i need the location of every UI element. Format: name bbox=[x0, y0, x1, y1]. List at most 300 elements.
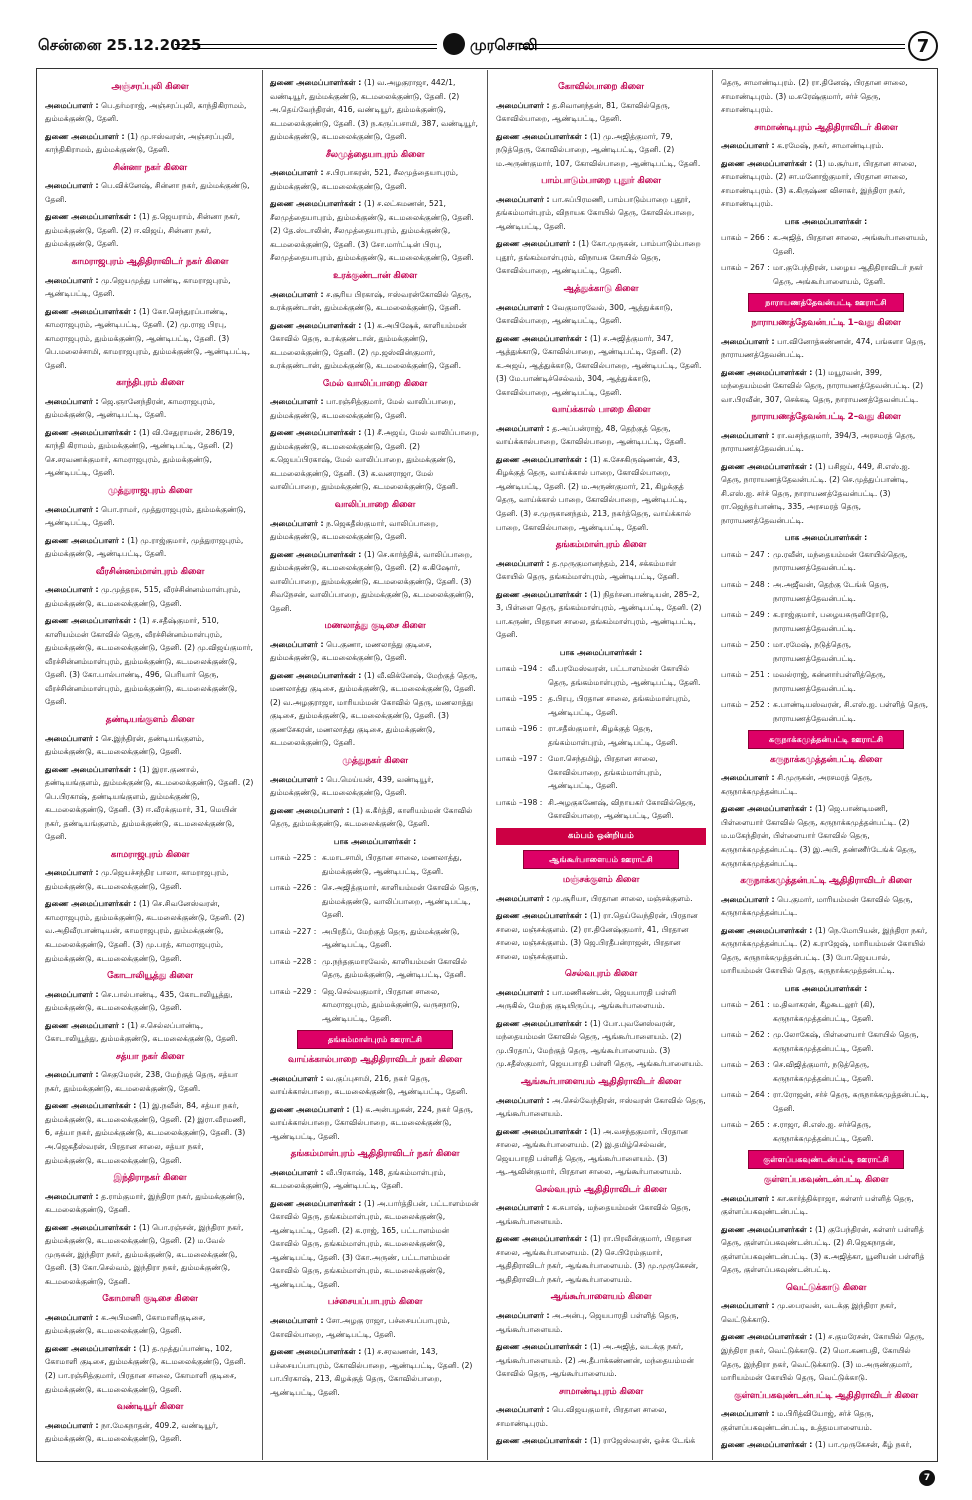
organiser-entry bbox=[270, 804, 480, 831]
role-label: அமைப்பாளர் : bbox=[496, 194, 553, 204]
ward-number: பாகம் – 252 : bbox=[721, 700, 770, 710]
organiser-entry bbox=[270, 1166, 480, 1193]
organiser-details: த.முருகுமானந்தம், 214, சக்கம்மாள் கோயில் தெரு, தங்கம்மாள்புரம், ஆண்டிபட்டி, தேனி. bbox=[496, 558, 680, 582]
role-label: துணை அமைப்பாளர்கள் : bbox=[270, 670, 364, 680]
role-label: அமைப்பாளர் : bbox=[496, 100, 553, 110]
ward-organiser: அ.அஜீவன், தெற்கு டேங்க் தெரு, நாராயணத்தேவன்பட்டி. bbox=[773, 580, 889, 603]
branch-heading: இந்திராநகர் கிளை bbox=[113, 1173, 187, 1184]
organiser-details: (1) மயூரவன், 399, மந்தையம்மன் கோவில் தெரு, நாராயணத்தேவன்பட்டி. (2) வா.பிரவீன், 307, செக்கடி தெரு, நாராயணத்தேவன்பட்டி. bbox=[721, 367, 924, 404]
organiser-entry bbox=[270, 395, 480, 422]
organiser-details: மு.சூரியா, பிரதான சாலை, மஞ்சக்குளம். bbox=[552, 893, 693, 903]
ward-entry bbox=[721, 578, 931, 605]
role-label: அமைப்பாளர் : bbox=[270, 1073, 327, 1083]
branch-heading: ஆங்கூர்பாளையம் ஆதிதிராவிடர் கிளை bbox=[520, 1076, 682, 1087]
organiser-entry bbox=[270, 1072, 480, 1099]
organiser-details: (1) பொ.ரஞ்சன், இந்திரா நகர், தும்மக்குண்டு, கடமலைக்குண்டு, தேனி. (2) ம.வேல் முருகன், இந்திரா நகர், தும்மக்குண்டு, கடமலைக்குண்டு, தேனி. (3) கோ.செல்வம், இந்திரா நகர், தும்மக்குண்டு, கடமலைக்குண்டு, தேனி. bbox=[45, 1222, 244, 1286]
ward-organiser: சி.அழகுகணேஷ், விநாயகர் கோவில்தெரு, கோவில்பாறை, ஆண்டிபட்டி, தேனி. bbox=[548, 797, 696, 821]
role-label: துணை அமைப்பாளர்கள் : bbox=[45, 427, 139, 437]
organiser-details: த.அப்பன்ராஜ், 48, தெற்குத் தெரு, வாய்க்கால்பாறை, கோவில்பாறை, ஆண்டிபட்டி, தேனி. bbox=[496, 423, 687, 447]
header-rule-left bbox=[175, 44, 437, 49]
branch-heading: செல்வபுரம் கிளை bbox=[564, 969, 638, 980]
organiser-details: (1) மு.ஈஸ்வரன், அஞ்சரப்புலி, காந்திகிராமம், தும்மக்குண்டு, தேனி. bbox=[45, 131, 235, 155]
ward-number: பாகம் – 262 : bbox=[721, 1030, 770, 1040]
organiser-entry bbox=[270, 319, 480, 373]
organiser-entry bbox=[721, 366, 931, 407]
panchayat-badge: தங்கம்மாள்புரம் ஊராட்சி bbox=[297, 1030, 452, 1049]
ward-number: பாகம் –225 : bbox=[270, 853, 317, 863]
organiser-details: மு.முத்தரசு, 515, வீரச்சின்னம்மாள்புரம், தும்மக்குண்டு, கடமலைக்குண்டு, தேனி. bbox=[45, 585, 241, 608]
organiser-entry bbox=[270, 517, 480, 544]
branch-heading: மஞ்சக்குளம் கிளை bbox=[562, 874, 640, 885]
organiser-details: சி.முருகன், அரசமரத் தெரு, கருநாக்கமுத்தன்பட்டி. bbox=[721, 773, 873, 796]
role-label: அமைப்பாளர் : bbox=[496, 1095, 553, 1105]
organiser-details: (1) இ.நவீன், 84, சத்யா நகர், தும்மக்குண்டு, கடமலைக்குண்டு, தேனி. (2) இரா.வீரமணி, 6, சத்யா நகர், தும்மக்குண்டு, கடமலைக்குண்டு, தேனி. (3) அ.ஜெகதீஸ்வரன், பிரதான சாலை, சத்யா நகர், தும்மக்குண்டு, கடமலைக்குண்டு, தேனி. bbox=[45, 1101, 247, 1165]
organiser-entry bbox=[721, 1299, 931, 1326]
role-label: அமைப்பாளர் : bbox=[45, 275, 102, 285]
organiser-details: ச.சூரிய பிரகாஷ், ஈஸ்வரன்கோவில் தெரு, உரக்குண்டான், தும்மக்குண்டு, கடமலைக்குண்டு, தேனி. bbox=[270, 289, 472, 313]
role-label: அமைப்பாளர் : bbox=[496, 423, 553, 433]
organiser-entry bbox=[270, 773, 480, 800]
ward-number: பாகம் –228 : bbox=[270, 956, 317, 966]
role-label: துணை அமைப்பாளர் : bbox=[45, 131, 128, 141]
organiser-details: க.அபிமணி, கோமாளிகுடிசை, தும்மக்குண்டு, கடமலைக்குண்டு, தேனி. bbox=[45, 1312, 206, 1336]
organiser-details: சோ.அழகு ராஜா, பச்சையப்பாபுரம், கோவில்பாறை, ஆண்டிபட்டி, தேனி. bbox=[270, 1316, 450, 1339]
panchayat-badge: கருநாக்கமுத்தன்பட்டி ஊராட்சி bbox=[748, 730, 903, 749]
column-1 bbox=[37, 70, 261, 1460]
role-label: துணை அமைப்பாளர்கள் : bbox=[270, 549, 364, 559]
ward-organiser: மு.ரவீன், மந்தையம்மன் கோயில்தெரு, நாராயணத்தேவன்பட்டி. bbox=[773, 549, 908, 573]
organiser-entry bbox=[45, 1190, 255, 1217]
role-label: அமைப்பாளர் : bbox=[270, 397, 327, 407]
organiser-entry bbox=[45, 534, 255, 561]
column-4 bbox=[713, 70, 937, 1460]
panchayat-badge: குள்ளப்பகவுண்டன்பட்டி ஊராட்சி bbox=[748, 1150, 903, 1169]
branch-heading: வாலிப்பாறை கிளை bbox=[334, 499, 416, 510]
organiser-entry bbox=[45, 130, 255, 157]
ward-number: பாகம் – 248 : bbox=[721, 580, 770, 589]
branch-heading: ஆத்துக்காடு கிளை bbox=[563, 283, 639, 294]
organiser-details: (1) க.அபிஷேக், காளியம்மன் கோவில் தெரு, உரக்குண்டான், தும்மக்குண்டு, கடமலைக்குண்டு, தேனி. (2) மு.ஜஸ்வின்குமார், உரக்குண்டான், தும்மக்குண்டு, கடமலைக்குண்டு, தேனி. bbox=[270, 320, 467, 371]
organiser-details: (1) கோ.செந்துரப்பாண்டி, காமராஜபுரம், ஆண்டிபட்டி, தேனி. (2) மு.ராஜ பிரபு, காமராஜபுரம், தும்மக்குண்டு, ஆண்டிபட்டி, தேனி. (3) பெ.மலைச்சாமி, காமராஜபுரம், தும்மக்குண்டு, ஆண்டிபட்டி, தேனி. bbox=[45, 306, 251, 370]
organiser-entry bbox=[721, 1192, 931, 1219]
role-label: அமைப்பாளர் : bbox=[270, 1316, 327, 1326]
organiser-details: (1) வி.சேதுராமன், 286/19, காந்தி கிராமம், தும்மக்குண்டு, ஆண்டிபட்டி, தேனி. (2) செ.சரவணக்குமார், காமராஜபுரம், தும்மக்குண்டு, ஆண்டிபட்டி, தேனி. bbox=[45, 427, 235, 478]
organiser-details: பெ.விஜயகுமார், பிரதான சாலை, சாமாண்டிபுரம். bbox=[496, 1405, 667, 1428]
organiser-details: (1) அ.வசந்தகுமார், பிரதான சாலை, ஆங்கூர்பாளையம். (2) இ.தமிழ்செல்வன், ஜெயபாரதி பள்ளித் தெரு, ஆங்கூர்பாளையம். (3) ஆ.ஆவின்குமார், பிரதான சாலை, ஆங்கூர்பாளையம். bbox=[496, 1126, 688, 1177]
ward-number: பாகம் –229 : bbox=[270, 986, 317, 996]
role-label: அமைப்பாளர் : bbox=[270, 168, 327, 178]
ward-organiser: ம.திவாகரன், கீழகூடலூர் (கி), கருநாக்கமுத்தன்பட்டி, தேனி. bbox=[773, 1000, 875, 1023]
ward-organiser: த.பிரபு, பிரதான சாலை, தங்கம்மாள்புரம், ஆண்டிபட்டி, தேனி. bbox=[548, 694, 691, 717]
panchayat-badge: நாராயணத்தேவன்பட்டி ஊராட்சி bbox=[748, 293, 903, 312]
organiser-details: (1) ச.லட்சுமணன், 521, சீலமுத்தையாபுரம், தும்மக்குண்டு, கடமலைக்குண்டு, தேனி. (2) தே.ஸ்டாலின், சீலமுத்தையாபுரம், தும்மக்குண்டு, கடமலைக்குண்டு, தேனி. (3) சோ.மார்ட்டின் பிரபு, சீலமுத்தையாபுரம், தும்மக்குண்டு, கடமலைக்குண்டு, தேனி. bbox=[270, 199, 474, 263]
organiser-entry bbox=[270, 76, 480, 144]
organiser-details: (1) த.முத்துப்பாண்டி, 102, கோமாளி குடிசை, தும்மக்குண்டு, கடமலைக்குண்டு, தேனி. (2) பா.ரஞ்சித்குமார், பிரதான சாலை, கோமாளி குடிசை, தும்மக்குண்டு, கடமலைக்குண்டு, தேனி. bbox=[45, 1343, 246, 1394]
role-label: அமைப்பாளர் : bbox=[45, 585, 102, 595]
ward-organiser: மவல்ராஜ், கன்னார்பள்ளித்தெரு, நாராயணத்தேவன்பட்டி. bbox=[773, 670, 886, 693]
role-label: துணை அமைப்பாளர்கள் : bbox=[496, 1126, 590, 1136]
organiser-details: (1) ரா.பிரவீன்குமார், பிரதான சாலை, ஆங்கூர்பாளையம். (2) செ.பிரேம்குமார், ஆதிதிராவிடர் நகர், ஆங்கூர்பாளையம். (3) மு.முருகேசன், ஆதிதிராவிடர் நகர், ஆங்கூர்பாளையம். bbox=[496, 1234, 699, 1284]
ward-entry bbox=[721, 1088, 931, 1115]
organiser-details: (1) பசிஜய், 449, சி.எஸ்.ஐ. தெரு, நாராயணத்தேவன்பட்டி. (2) செ.முத்துப்பாண்டி, சி.எஸ்.ஐ. சர்ச் தெரு, நாராயணத்தேவன்பட்டி. (3) ரா.ஜெந்தர்பாண்டி, 335, அரசமரத் தெரு, நாராயணத்தேவன்பட்டி. bbox=[721, 461, 911, 525]
role-label: துணை அமைப்பாளர்கள் : bbox=[45, 1222, 139, 1232]
role-label: அமைப்பாளர் : bbox=[721, 141, 778, 151]
role-label: துணை அமைப்பாளர்கள் : bbox=[496, 589, 590, 599]
organiser-details: ஜெ.ஞானேந்திரன், காமராஜபுரம், தும்மக்குண்டு, ஆண்டிபட்டி, தேனி. bbox=[45, 396, 216, 420]
organiser-entry bbox=[721, 802, 931, 870]
role-label: துணை அமைப்பாளர்கள் : bbox=[721, 461, 815, 471]
ward-entry bbox=[496, 796, 706, 823]
organiser-details: பெ.தர்மராஜ், அஞ்சரப்புலி, காந்திகிராமம், தும்மக்குண்டு, தேனி. bbox=[45, 100, 247, 124]
organiser-entry bbox=[45, 614, 255, 709]
ward-organiser: சு.பாண்டியஸ்வரன், சி.எஸ்.ஐ. பள்ளித் தெரு, நாராயணத்தேவன்பட்டி. bbox=[773, 700, 929, 723]
role-label: அமைப்பாளர் : bbox=[45, 733, 102, 743]
role-label: துணை அமைப்பாளர் : bbox=[45, 535, 128, 545]
organiser-details: (1) ச.சரவணன், 143, பச்சையப்பாபுரம், கோவில்பாறை, ஆண்டிபட்டி, தேனி. (2) பா.பிரகாஷ், 213, கிழக்குத் தெரு, கோவில்பாறை, ஆண்டிபட்டி, தேனி. bbox=[270, 1347, 473, 1397]
organiser-entry bbox=[45, 503, 255, 530]
ward-entry bbox=[721, 231, 931, 258]
branch-heading: கோவில்பாறை கிளை bbox=[558, 82, 644, 92]
organiser-entry bbox=[721, 1407, 931, 1434]
organiser-entry bbox=[270, 426, 480, 494]
role-label: துணை அமைப்பாளர்கள் : bbox=[496, 131, 590, 141]
role-label: அமைப்பாளர் : bbox=[496, 558, 553, 568]
ward-organiser: ச.ராஜா, சி.எஸ்.ஐ. சர்ச்தெரு, கருநாக்கமுத்தன்பட்டி, தேனி. bbox=[773, 1120, 874, 1143]
organiser-details: ம.பிரித்வியோஜ், சர்ச் தெரு, குள்ளப்பகவுண்டன்பட்டி, உத்தமபாளையம். bbox=[721, 1409, 874, 1432]
organiser-details: (1) ச.அஜித்குமார், 347, ஆத்துக்காடு, கோவில்பாறை, ஆண்டிபட்டி, தேனி. (2) க.அஜய், ஆத்துக்காடு, கோவில்பாறை, ஆண்டிபட்டி, தேனி. (3) மே.பாண்டிச்செல்வம், 304, ஆத்துக்காடு, கோவில்பாறை, ஆண்டிபட்டி, தேனி. bbox=[496, 333, 702, 397]
organiser-entry bbox=[270, 288, 480, 315]
organiser-details: பா.மணிகண்டன், ஜெயபாரதி பள்ளி அருகில், மேற்கு குடியிருப்பு, ஆங்கூர்பாளையம். bbox=[496, 987, 677, 1011]
ward-entry bbox=[270, 881, 480, 922]
branch-heading: வீரசின்னம்மாள்புரம் கிளை bbox=[95, 566, 205, 577]
ward-number: பாகம் –196 : bbox=[496, 724, 543, 734]
organiser-details: பெ.குணா, மணலாத்து குடிசை, தும்மக்குண்டு, கடமலைக்குண்டு, தேனி. bbox=[270, 639, 432, 663]
organiser-entry bbox=[496, 1201, 706, 1228]
ward-organisers-heading: பாக அமைப்பாளர்கள் : bbox=[784, 983, 868, 993]
organiser-details: பொ.ராமர், முத்துராஜபுரம், தும்மக்குண்டு, ஆண்டிபட்டி, தேனி. bbox=[45, 504, 246, 528]
ward-organiser: க.அஜித், பிரதான சாலை, அங்கூர்பாளையம், தேனி. bbox=[773, 233, 928, 256]
organiser-details: (1) ரா.தெய்வேந்திரன், பிரதான சாலை, மஞ்சக்குளம். (2) ரா.தினேஷ்குமார், 41, பிரதான சாலை, மஞ்சக்குளம். (3) ஜெ.பிரதீபன்ராஜன், பிரதான சாலை, மஞ்சக்குளம். bbox=[496, 911, 698, 961]
organiser-details: பா.வினோத்கண்ணன், 474, பங்களா தெரு, நாராயணத்தேவன்பட்டி. bbox=[721, 336, 926, 360]
role-label: அமைப்பாளர் : bbox=[721, 1409, 778, 1419]
role-label: அமைப்பாளர் : bbox=[270, 639, 327, 649]
organiser-entry bbox=[270, 548, 480, 616]
ward-entry bbox=[721, 1028, 931, 1055]
branch-heading: சத்யா நகர் கிளை bbox=[115, 1051, 185, 1062]
role-label: அமைப்பாளர் : bbox=[496, 987, 553, 997]
branch-heading: கோமாளி குடிசை கிளை bbox=[102, 1294, 198, 1305]
ward-organiser: க.மாடசாமி, பிரதான சாலை, மணலாத்து, தும்மக்குண்டு, ஆண்டிபட்டி, தேனி. bbox=[322, 853, 462, 876]
role-label: அமைப்பாளர் : bbox=[496, 893, 553, 903]
branch-heading: சாமாண்டிபுரம் ஆதிதிராவிடர் கிளை bbox=[754, 122, 898, 133]
ward-entry bbox=[496, 662, 706, 689]
branch-heading: பாம்பாடும்பாறை புதூர் கிளை bbox=[541, 176, 661, 187]
organiser-details: (1) மு.ராஜ்குமார், முத்துராஜபுரம், தும்மக்குண்டு, ஆண்டிபட்டி, தேனி. bbox=[45, 535, 244, 559]
organiser-entry bbox=[496, 557, 706, 584]
organiser-entry bbox=[721, 429, 931, 456]
organiser-details: வீ.பிரகாஷ், 148, தங்கம்மாள்புரம், கடமலைக்குண்டு, ஆண்டிபட்டி, தேனி. bbox=[270, 1167, 446, 1191]
organiser-details: (1) செ.சிவனேஸ்வரன், காமராஜபுரம், தும்மக்குண்டு, கடமலைக்குண்டு, தேனி. (2) வ.அதிவீரபாண்டியன், காமராஜபுரம், தும்மக்குண்டு, கடமலைக்குண்டு, தேனி. (3) மு.பரத், காமராஜபுரம், தும்மக்குண்டு, கடமலைக்குண்டு, தேனி. bbox=[45, 899, 245, 963]
organiser-entry bbox=[45, 763, 255, 844]
ward-organiser: மா.ரமேஷ், நடுத்தெரு, நாராயணத்தேவன்பட்டி. bbox=[773, 640, 856, 663]
ward-entry bbox=[270, 851, 480, 878]
organiser-entry bbox=[496, 1094, 706, 1121]
organiser-details: த.சிவானந்தன், 81, கோவில்தெரு, கோவில்பாறை, ஆண்டிபட்டி, தேனி. bbox=[496, 100, 671, 124]
elephant-logo-icon bbox=[443, 33, 465, 55]
role-label: துணை அமைப்பாளர்கள் : bbox=[496, 911, 590, 921]
ward-entry bbox=[721, 998, 931, 1025]
role-label: துணை அமைப்பாளர்கள் : bbox=[496, 1436, 590, 1446]
organiser-entry bbox=[45, 99, 255, 126]
role-label: அமைப்பாளர் : bbox=[721, 430, 778, 440]
organiser-details: பெ.குமார், மாரியம்மன் கோவில் தெரு, கருநாக்கமுத்தன்பட்டி. bbox=[721, 894, 913, 918]
organiser-entry bbox=[496, 909, 706, 963]
ward-entry bbox=[721, 638, 931, 665]
panchayat-badge: ஆங்கூர்பாளையம் ஊராட்சி bbox=[523, 850, 678, 869]
role-label: துணை அமைப்பாளர்கள் : bbox=[45, 1101, 139, 1111]
organiser-details: (1) ச.செல்லப்பாண்டி, கோடாலியூத்து, தும்மக்குண்டு, கடமலைக்குண்டு, தேனி. bbox=[45, 1020, 238, 1044]
organiser-details: (1) க.சேசகிருஷ்ணன், 43, கிழக்குத் தெரு, வாய்க்கால் பாறை, கோவில்பாறை, ஆண்டிபட்டி, தேனி. (2) ம.அருண்குமார், 21, கிழக்குத் தெரு, வாய்க்கால் பாறை, கோவில்பாறை, ஆண்டிபட்டி, தேனி. (3) ச.முருகானந்தம், 213, நகர்த்தெரு, வாய்க்கால் பாறை, கோவில்பாறை, ஆண்டிபட்டி, தேனி. bbox=[496, 454, 691, 532]
organiser-entry bbox=[496, 453, 706, 534]
organiser-details: (1) இரா.குணால், தண்டியங்குளம், தும்மக்குண்டு, கடமலைக்குண்டு, தேனி. (2) பெ.பிரகாஷ், தண்டியங்குளம், தும்மக்குண்டு, கடமலைக்குண்டு, தேனி. (3) ஈ.வீரக்குமார், 31, மெயின் நகர், தண்டியங்குளம், தும்மக்குண்டு, கடமலைக்குண்டு, தேனி. bbox=[45, 764, 254, 842]
ward-entry bbox=[496, 752, 706, 793]
ward-number: பாகம் – 250 : bbox=[721, 640, 770, 650]
organiser-entry bbox=[45, 1068, 255, 1095]
ward-organisers-heading: பாக அமைப்பாளர்கள் : bbox=[559, 647, 643, 657]
role-label: துணை அமைப்பாளர்கள் : bbox=[496, 333, 590, 343]
ward-entry bbox=[496, 692, 706, 719]
organiser-details: த.ராம்குமார், இந்திரா நகர், தும்மக்குண்டு, கடமலைக்குண்டு, தேனி. bbox=[45, 1191, 245, 1215]
role-label: அமைப்பாளர் : bbox=[270, 1167, 327, 1177]
ward-number: பாகம் –194 : bbox=[496, 664, 543, 674]
role-label: துணை அமைப்பாளர்கள் : bbox=[721, 1224, 815, 1234]
organiser-entry bbox=[721, 76, 931, 117]
organiser-details: வ.குப்புசாமி, 216, நகர் தெரு, வாய்க்கால்பாறை, கடமலைக்குண்டு, ஆண்டிபட்டி, தேனி. bbox=[270, 1073, 468, 1097]
ward-organisers-heading: பாக அமைப்பாளர்கள் : bbox=[784, 216, 868, 226]
organiser-entry bbox=[721, 1330, 931, 1384]
ward-number: பாகம் – 247 : bbox=[721, 549, 770, 559]
organiser-details: நா.மேகநாதன், 409.2, வண்டியூர், தும்மக்குண்டு, கடமலைக்குண்டு, தேனி. bbox=[45, 1420, 219, 1444]
organiser-entry bbox=[496, 892, 706, 906]
newspaper-name: முரசொலி bbox=[470, 36, 538, 54]
role-label: துணை அமைப்பாளர் : bbox=[496, 239, 579, 249]
ward-entry bbox=[721, 668, 931, 695]
role-label: அமைப்பாளர் : bbox=[270, 289, 327, 299]
organiser-entry bbox=[496, 1403, 706, 1430]
organiser-details: (1) நிதர்சனபாண்டியன், 285–2, 3, பிள்ளை தெரு, தங்கம்மாள்புரம், ஆண்டிபட்டி, தேனி. (2) பா.கருண், பிரதான சாலை, தங்கம்மாள்புரம், ஆண்டிபட்டி, தேனி. bbox=[496, 589, 702, 640]
organiser-entry bbox=[496, 237, 706, 278]
ward-entry bbox=[721, 698, 931, 725]
branch-heading: மேல் வாலிப்பாறை கிளை bbox=[322, 378, 428, 389]
organiser-details: அ.செல்வேந்திரன், ஈஸ்வரன் கோவில் தெரு, ஆங்கூர்பாளையம். bbox=[496, 1095, 706, 1119]
branch-heading: பச்சையப்பாபுரம் கிளை bbox=[327, 1297, 423, 1308]
organiser-details: பா.ரஞ்சித்குமார், மேல் வாலிப்பாறை, தும்மக்குண்டு, கடமலைக்குண்டு, தேனி. bbox=[270, 397, 456, 420]
ward-organiser: மு.நந்தகுமாரவேல், காளியம்மன் கோவில் தெரு, தும்மக்குண்டு, ஆண்டிபட்டி, தேனி. bbox=[322, 956, 467, 980]
ward-organiser: அபிரதீப், மேற்குத் தெரு, தும்மக்குண்டு, ஆண்டிபட்டி, தேனி. bbox=[322, 926, 460, 950]
role-label: துணை அமைப்பாளர்கள் : bbox=[721, 925, 815, 935]
role-label: துணை அமைப்பாளர் : bbox=[45, 1020, 128, 1030]
role-label: அமைப்பாளர் : bbox=[270, 518, 327, 528]
role-label: அமைப்பாளர் : bbox=[45, 1420, 102, 1430]
organiser-details: க.ரமேஷ், நகர், சாமாண்டிபுரம். bbox=[777, 141, 884, 151]
organiser-entry bbox=[45, 897, 255, 965]
role-label: அமைப்பாளர் : bbox=[45, 1191, 102, 1201]
organiser-entry bbox=[45, 583, 255, 610]
organiser-entry bbox=[45, 866, 255, 893]
role-label: துணை அமைப்பாளர்கள் : bbox=[45, 212, 139, 222]
organiser-entry bbox=[496, 130, 706, 171]
role-label: துணை அமைப்பாளர்கள் : bbox=[45, 616, 139, 626]
ward-number: பாகம் – 267 : bbox=[721, 263, 770, 273]
ward-organiser: ஜெ.செல்வகுமார், பிரதான சாலை, காமராஜபுரம், தும்மக்குண்டு, வருசநாடு, ஆண்டிபட்டி, தேனி. bbox=[322, 986, 460, 1023]
organiser-details: (1) ச.சதீஷ்குமார், 510, காளியம்மன் கோவில் தெரு, வீரச்சின்னம்மாள்புரம், தும்மக்குண்டு, கடமலைக்குண்டு, தேனி. (2) மு.விஜய்குமார், வீரச்சின்னம்மாள்புரம், தும்மக்குண்டு, கடமலைக்குண்டு, தேனி. (3) கோ.பால்பாண்டி, 496, பெரியார் தெரு, வீரச்சின்னம்மாள்புரம், தும்மக்குண்டு, கடமலைக்குண்டு, தேனி. bbox=[45, 616, 253, 707]
organiser-entry bbox=[721, 460, 931, 528]
organiser-entry bbox=[721, 139, 931, 153]
organiser-details: (1) நெ.மோபியன், இந்திரா நகர், கருநாக்கமுத்தன்பட்டி. (2) க.ராஜேஷ், மாரியம்மன் கோயில் தெரு, கருநாக்கமுத்தன்பட்டி. (3) போ.ஜெயபால், மாரியம்மன் கோயில் தெரு, கருநாக்கமுத்தன்பட்டி. bbox=[721, 925, 928, 976]
header-rule-right bbox=[520, 44, 905, 49]
organiser-details: (1) ம.சூர்யா, பிரதான சாலை, சாமாண்டிபுரம். (2) சா.மனோஜ்குமார், பிரதான சாலை, சாமாண்டிபுரம். (3) க.கிருஷ்ண விசாகர், இந்திரா நகர், சாமாண்டிபுரம். bbox=[721, 158, 917, 209]
organiser-details: (1) குபேந்திரன், கள்ளர் பள்ளித் தெரு, குள்ளப்பகவுண்டன்பட்டி. (2) சி.ஜெகநாதன், குள்ளப்பகவுண்டன்பட்டி. (3) க.அஜித்கா, யூனியன் பள்ளித் தெரு, குள்ளப்பகவுண்டன்பட்டி. bbox=[721, 1224, 925, 1275]
organiser-details: மு.பைரவன், வடக்கு இந்திரா நகர், வெட்டுக்காடு. bbox=[721, 1301, 897, 1324]
role-label: துணை அமைப்பாளர்கள் : bbox=[270, 320, 364, 330]
role-label: அமைப்பாளர் : bbox=[721, 336, 778, 346]
organiser-details: (1) பா.முருகேசன், கீழ் நகர், bbox=[814, 1440, 912, 1450]
branch-heading: மணலாத்து குடிசை கிளை bbox=[324, 621, 426, 632]
branch-heading: நாராயணத்தேவன்பட்டி 2–வது கிளை bbox=[751, 412, 901, 423]
role-label: அமைப்பாளர் : bbox=[45, 989, 102, 999]
ward-number: பாகம் – 249 : bbox=[721, 610, 770, 620]
branch-heading: தங்கம்மாள்புரம் கிளை bbox=[555, 540, 647, 551]
page-number-badge: 7 bbox=[908, 31, 938, 61]
organiser-entry bbox=[721, 924, 931, 978]
organiser-entry bbox=[270, 669, 480, 750]
role-label: துணை அமைப்பாளர்கள் : bbox=[45, 306, 139, 316]
organiser-entry bbox=[270, 638, 480, 665]
organiser-details: பா.சுப்பிரமணி, பாம்பாடும்பாறை புதூர், தங்கம்மாள்புரம், விநாயக கோயில் தெரு, கோவில்பாறை, ஆண்டிபட்டி, தேனி. bbox=[496, 194, 695, 231]
ward-organisers-heading: பாக அமைப்பாளர்கள் : bbox=[784, 533, 868, 543]
ward-number: பாகம் – 265 : bbox=[721, 1120, 770, 1130]
organiser-entry bbox=[270, 166, 480, 193]
organiser-entry bbox=[45, 1342, 255, 1396]
branch-heading: காமராஜபுரம் ஆதிதிராவிடர் நகர் கிளை bbox=[71, 256, 229, 267]
role-label: அமைப்பாளர் : bbox=[496, 302, 553, 312]
branch-heading: தண்டியங்குளம் கிளை bbox=[105, 714, 195, 725]
ward-number: பாகம் – 263 : bbox=[721, 1060, 770, 1070]
branch-heading: நாராயணத்தேவன்பட்டி 1–வது கிளை bbox=[751, 317, 901, 328]
role-label: துணை அமைப்பாளர்கள் : bbox=[45, 899, 139, 909]
organiser-entry bbox=[496, 193, 706, 234]
organiser-entry bbox=[45, 179, 255, 206]
organiser-details: செ.பால்பாண்டி, 435, கோடாலியூத்து, தும்மக்குண்டு, கடமலைக்குண்டு, தேனி. bbox=[45, 989, 233, 1013]
organiser-entry bbox=[45, 1019, 255, 1046]
role-label: அமைப்பாளர் : bbox=[45, 100, 102, 110]
organiser-entry bbox=[270, 1103, 480, 1144]
ward-number: பாகம் – 251 : bbox=[721, 670, 770, 680]
role-label: துணை அமைப்பாளர்கள் : bbox=[721, 804, 815, 814]
branch-heading: குள்ளப்பகவுண்டன்பட்டி கிளை bbox=[763, 1175, 889, 1186]
organiser-entry bbox=[496, 1309, 706, 1336]
ward-number: பாகம் –226 : bbox=[270, 883, 317, 893]
organiser-entry bbox=[270, 1197, 480, 1292]
branch-heading: காந்திபுரம் கிளை bbox=[116, 378, 184, 389]
role-label: துணை அமைப்பாளர்கள் : bbox=[496, 1342, 590, 1352]
role-label: அமைப்பாளர் : bbox=[45, 504, 102, 514]
issue-date: சென்னை 25.12.2025 bbox=[38, 36, 202, 54]
role-label: துணை அமைப்பாளர் : bbox=[270, 1104, 353, 1114]
branch-heading: தங்கம்மாள்புரம் ஆதிதிராவிடர் நகர் கிளை bbox=[290, 1149, 460, 1160]
organiser-entry bbox=[496, 99, 706, 126]
role-label: அமைப்பாளர் : bbox=[45, 868, 102, 878]
ward-entry bbox=[270, 925, 480, 952]
ward-number: பாகம் –198 : bbox=[496, 797, 543, 807]
branch-heading: ஆங்கூர்பாளையம் கிளை bbox=[550, 1292, 652, 1303]
ward-number: பாகம் – 266 : bbox=[721, 233, 770, 243]
organiser-details: பெ.மெய்யன், 439, வண்டியூர், தும்மக்குண்டு, கடமலைக்குண்டு, தேனி. bbox=[270, 774, 434, 798]
branch-heading: கோடாலியூத்து கிளை bbox=[107, 971, 193, 982]
role-label: துணை அமைப்பாளர்கள் : bbox=[721, 158, 815, 168]
organiser-entry bbox=[496, 1017, 706, 1071]
organiser-entry bbox=[270, 1345, 480, 1399]
organiser-entry bbox=[496, 422, 706, 449]
ward-organiser: ரா.ரோஜன், சர்ச் தெரு, கருநாக்கமுத்தன்பட்டி, தேனி. bbox=[773, 1090, 929, 1113]
organiser-details: ரா.வசந்தகுமார், 394/3, அரசமரத் தெரு, நாராயணத்தேவன்பட்டி. bbox=[721, 430, 916, 454]
organiser-entry bbox=[496, 1434, 706, 1448]
role-label: துணை அமைப்பாளர் : bbox=[270, 805, 353, 815]
organiser-entry bbox=[270, 197, 480, 265]
ward-entry bbox=[496, 722, 706, 749]
branch-heading: செல்வபுரம் ஆதிதிராவிடர் கிளை bbox=[535, 1184, 667, 1195]
organiser-entry bbox=[45, 395, 255, 422]
branch-heading: முத்துநகர் கிளை bbox=[342, 755, 408, 766]
role-label: துணை அமைப்பாளர்கள் : bbox=[270, 199, 364, 209]
branch-heading: அஞ்சரப்புலி கிளை bbox=[111, 82, 189, 92]
role-label: அமைப்பாளர் : bbox=[721, 1193, 778, 1203]
organiser-entry bbox=[45, 1221, 255, 1289]
organiser-details: வேகுமாரவேல், 300, ஆத்துக்காடு, கோவில்பாறை, ஆண்டிபட்டி, தேனி. bbox=[496, 302, 673, 326]
role-label: துணை அமைப்பாளர்கள் : bbox=[496, 1234, 590, 1244]
role-label: அமைப்பாளர் : bbox=[721, 1301, 778, 1311]
footer-page-number: 7 bbox=[919, 1470, 935, 1486]
organiser-entry bbox=[45, 210, 255, 251]
branch-heading: முத்துராஜபுரம் கிளை bbox=[107, 485, 193, 496]
organiser-details: (1) செ.கார்த்திக், வாலிப்பாறை, தும்மக்குண்டு, கடமலைக்குண்டு, தேனி. (2) க.கிஷோர், வாலிப்பாறை, தும்மக்குண்டு, கடமலைக்குண்டு, தேனி. (3) சிவநேசன், வாலிப்பாறை, தும்மக்குண்டு, கடமலைக்குண்டு, தேனி. bbox=[270, 549, 474, 613]
organiser-details: தெரு, சாமாண்டிபுரம். (2) ரா.தினேஷ், பிரதான சாலை, சாமாண்டிபுரம். (3) ம.சுரேஷ்குமார், சர்ச் தெரு, சாமாண்டிபுரம். bbox=[721, 78, 908, 115]
ward-organiser: மோ.செந்தமிழ், பிரதான சாலை, கோவில்பாறை, தங்கம்மாள்புரம், ஆண்டிபட்டி, தேனி. bbox=[548, 754, 662, 791]
branch-heading: குள்ளப்பகவுண்டன்பட்டி ஆதிதிராவிடர் கிளை bbox=[734, 1390, 918, 1401]
role-label: துணை அமைப்பாளர்கள் : bbox=[270, 1198, 364, 1208]
ward-organiser: மா.குபேந்திரன், பழைய ஆதிதிராவிடர் நகர் தெரு, அங்கூர்பாளையம், தேனி. bbox=[773, 263, 924, 286]
ward-number: பாகம் –227 : bbox=[270, 926, 317, 936]
organiser-entry bbox=[270, 1314, 480, 1341]
organiser-entry bbox=[721, 157, 931, 211]
role-label: அமைப்பாளர் : bbox=[721, 773, 778, 783]
branch-heading: உரக்குண்டான் கிளை bbox=[333, 270, 417, 281]
organiser-details: செகுமேரன், 238, மேற்குத் தெரு, சத்யா நகர், தும்மக்குண்டு, கடமலைக்குண்டு, தேனி. bbox=[45, 1070, 238, 1093]
organiser-details: (1) கோ.முருகன், பாம்பாடும்பாறை புதூர், தங்கம்மாள்புரம், விநாயக கோயில் தெரு, கோவில்பாறை, ஆண்டிபட்டி, தேனி. bbox=[496, 239, 701, 276]
organiser-details: (1) அ.பார்த்திபன், பட்டாளம்மன் கோவில் தெரு, தங்கம்மாள்புரம், கடமலைக்குண்டு, ஆண்டிபட்டி, தேனி. (2) க.ராஜ், 165, பட்டாளம்மன் கோவில் தெரு, தங்கம்மாள்புரம், கடமலைக்குண்டு, ஆண்டிபட்டி, தேனி. (3) கோ.அருண், பட்டாளம்மன் கோவில் தெரு, தங்கம்மாள்புரம், கடமலைக்குண்டு, ஆண்டிபட்டி, தேனி. bbox=[270, 1198, 479, 1289]
organiser-details: செ.இந்திரன், தண்டியங்குளம், தும்மக்குண்டு, கடமலைக்குண்டு, தேனி. bbox=[45, 733, 205, 757]
role-label: அமைப்பாளர் : bbox=[496, 1405, 553, 1415]
organiser-entry bbox=[45, 732, 255, 759]
ward-organiser: செ.அஜித்குமார், காளியம்மன் கோவில் தெரு, தும்மக்குண்டு, வாலிப்பாறை, ஆண்டிபட்டி, தேனி. bbox=[322, 883, 479, 920]
organiser-entry bbox=[45, 426, 255, 480]
ward-number: பாகம் – 261 : bbox=[721, 1000, 770, 1010]
organiser-details: ந.ஜெகதீஸ்குமார், வாலிப்பாறை, தும்மக்குண்டு, கடமலைக்குண்டு, தேனி. bbox=[270, 518, 439, 542]
organiser-entry bbox=[45, 988, 255, 1015]
organiser-entry bbox=[721, 1438, 931, 1452]
role-label: துணை அமைப்பாளர்கள் : bbox=[45, 764, 139, 774]
branch-heading: காமராஜபுரம் கிளை bbox=[110, 849, 190, 860]
